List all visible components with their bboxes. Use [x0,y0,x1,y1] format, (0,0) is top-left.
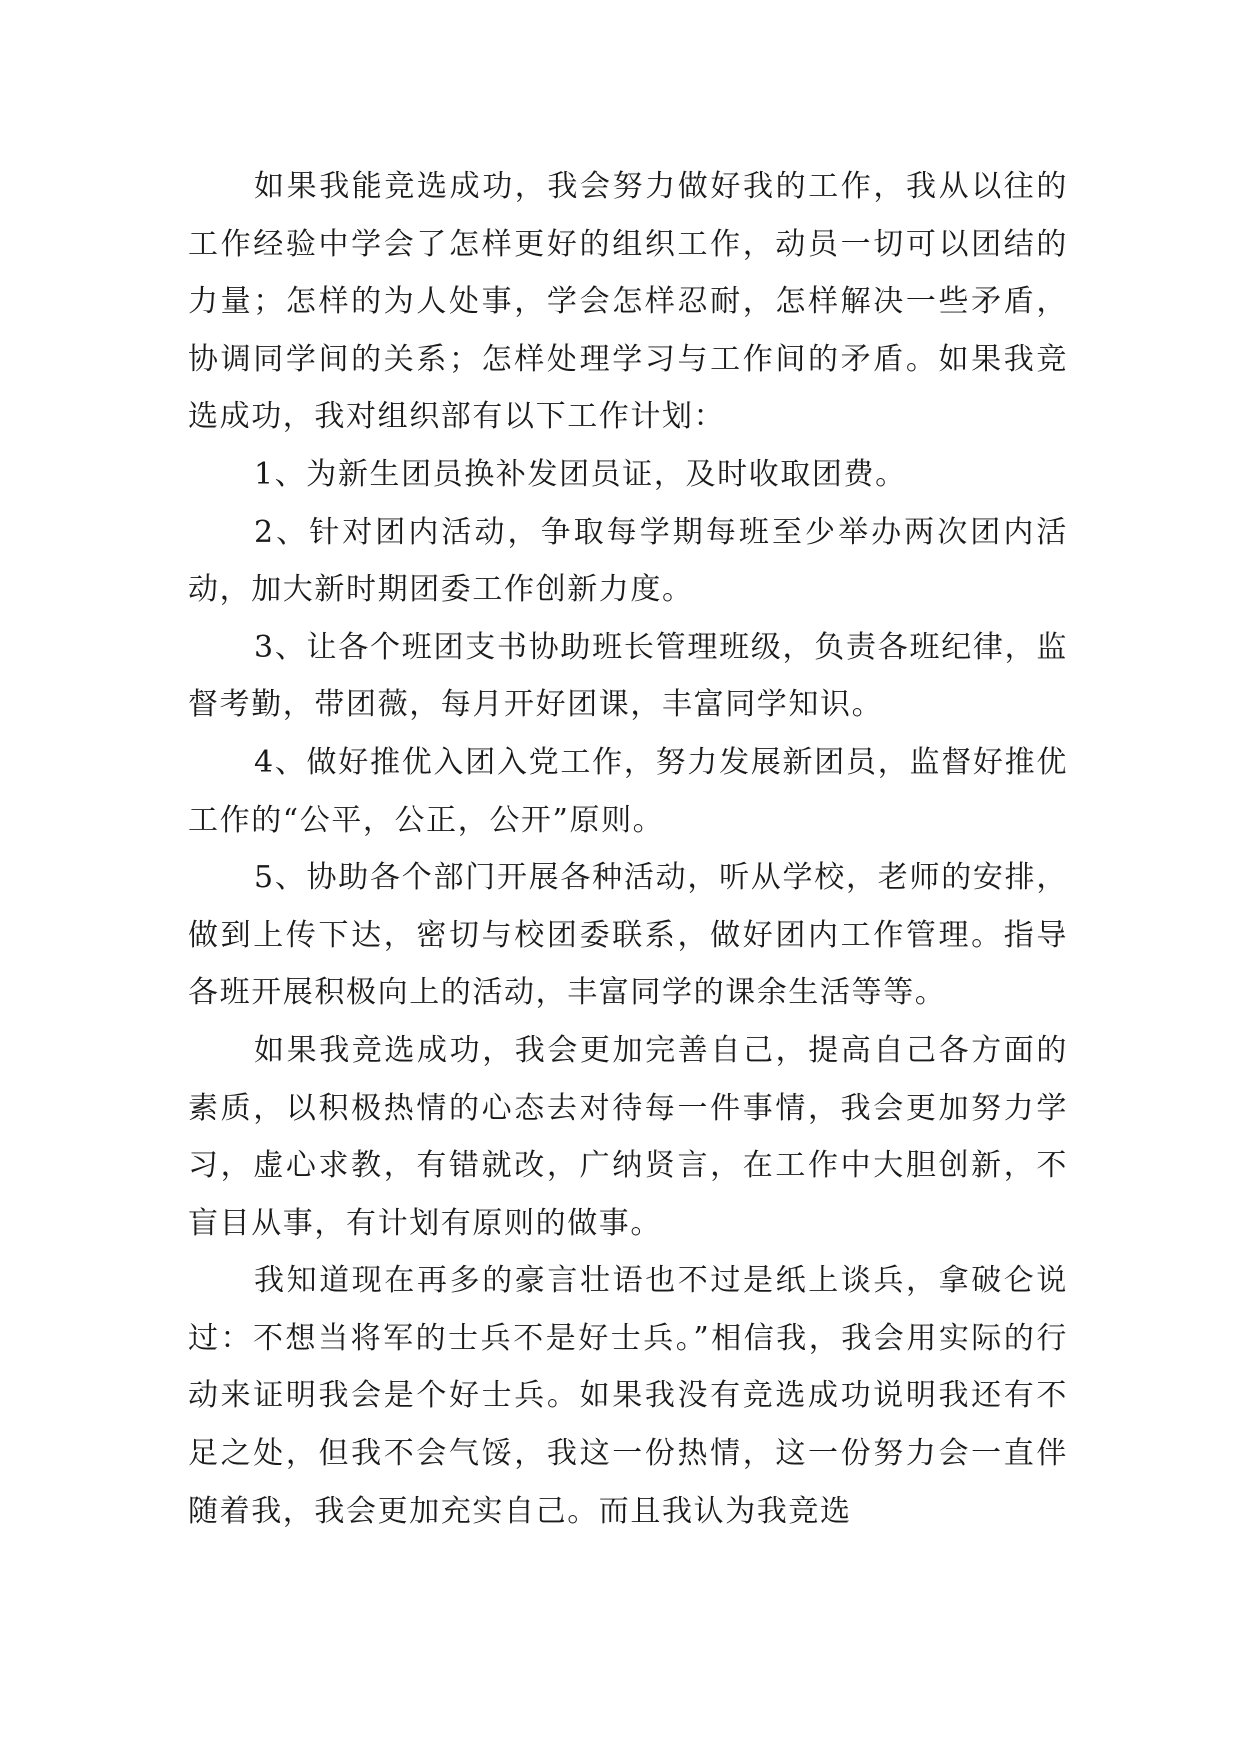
paragraph-6: 5、协助各个部门开展各种活动，听从学校，老师的安排，做到上传下达，密切与校团委联系，做好团内工作管理。指导各班开展积极向上的活动，丰富同学的课余生活等等。 [188,860,1068,1011]
paragraph-5: 4、做好推优入团入党工作，努力发展新团员，监督好推优工作的“公平，公正，公开”原则。 [188,744,1068,838]
paragraph-8: 我知道现在再多的豪言壮语也不过是纸上谈兵，拿破仑说过：不想当将军的士兵不是好士兵。”相信我，我会用实际的行动来证明我会是个好士兵。如果我没有竞选成功说明我还有不足之处，但我不会气馁，我这一份热情，这一份努力会一直伴随着我，我会更加充实自己。而且我认为我竞选 [188,1263,1068,1529]
paragraph-4: 3、让各个班团支书协助班长管理班级，负责各班纪律，监督考勤，带团薇，每月开好团课，丰富同学知识。 [188,629,1068,723]
paragraph-1: 如果我能竞选成功，我会努力做好我的工作，我从以往的工作经验中学会了怎样更好的组织工作，动员一切可以团结的力量；怎样的为人处事，学会怎样忍耐，怎样解决一些矛盾，协调同学间的关系；怎样处理学习与工作间的矛盾。如果我竞选成功，我对组织部有以下工作计划： [188,169,1068,435]
paragraph-7: 如果我竞选成功，我会更加完善自己，提高自己各方面的素质，以积极热情的心态去对待每一件事情，我会更加努力学习，虚心求教，有错就改，广纳贤言，在工作中大胆创新，不盲目从事，有计划有原则的做事。 [188,1032,1068,1241]
paragraph-3: 2、针对团内活动，争取每学期每班至少举办两次团内活动，加大新时期团委工作创新力度。 [188,514,1068,608]
document-body [188,158,1068,1540]
paragraph-2: 1、为新生团员换补发团员证，及时收取团费。 [254,456,907,492]
